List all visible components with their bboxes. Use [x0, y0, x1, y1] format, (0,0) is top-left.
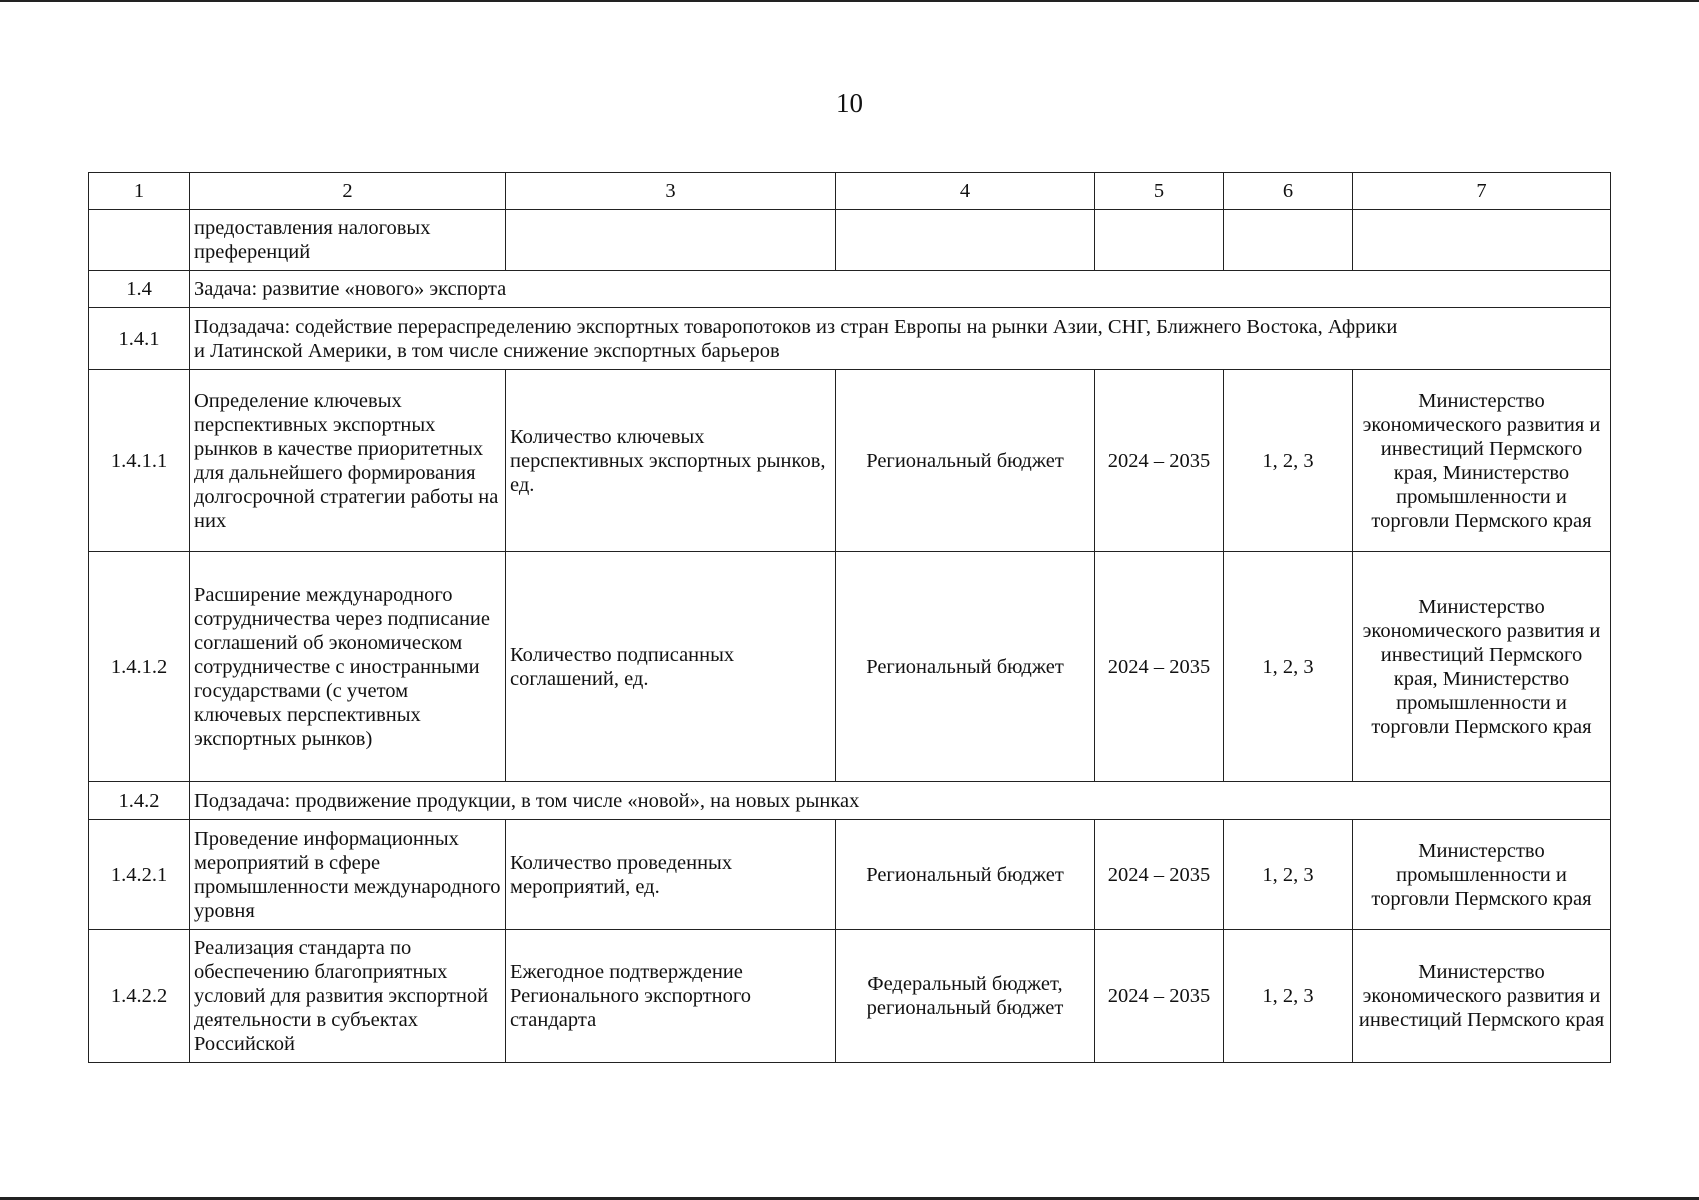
subtask-row: [89, 782, 1611, 820]
executor-cell: Министерство экономического развития и инвестиций Пермского края, Министерство промышленности и торговли Пермского края: [1353, 552, 1611, 782]
subtask-title: Подзадача: продвижение продукции, в том числе «новой», на новых рынках: [190, 782, 1611, 820]
indicator-cell: Ежегодное подтверждение Регионального экспортного стандарта: [506, 930, 836, 1063]
executor-cell: Министерство промышленности и торговли Пермского края: [1353, 820, 1611, 930]
measure-cell: Расширение международного сотрудничества через подписание соглашений об экономическом сотрудничестве с иностранными государствами (с учетом ключевых перспективных экспортных рынков): [190, 552, 506, 782]
measure-cell: Определение ключевых перспективных экспортных рынков в качестве приоритетных для дальнейшего формирования долгосрочной стратегии работы на них: [190, 370, 506, 552]
source-cell: Региональный бюджет: [836, 370, 1095, 552]
source-cell: Федеральный бюджет, региональный бюджет: [836, 930, 1095, 1063]
tasks-cell: 1, 2, 3: [1224, 552, 1353, 782]
scan-edge-top: [0, 0, 1699, 2]
measure-cell: Проведение информационных мероприятий в сфере промышленности международного уровня: [190, 820, 506, 930]
source-cell: Региональный бюджет: [836, 820, 1095, 930]
subtask-title: [190, 308, 1611, 370]
tasks-cell: 1, 2, 3: [1224, 930, 1353, 1063]
source-cell: Региональный бюджет: [836, 552, 1095, 782]
table-row: [89, 552, 1611, 782]
row-num-cell: 1.4: [89, 271, 190, 308]
period-cell: 2024 – 2035: [1095, 370, 1224, 552]
row-num-cell: 1.4.2.1: [89, 820, 190, 930]
task-title: Задача: развитие «нового» экспорта: [190, 271, 1611, 308]
tasks-cell: [1224, 210, 1353, 271]
row-num-cell: 1.4.1: [89, 308, 190, 370]
row-num-cell: 1.4.2.2: [89, 930, 190, 1063]
row-num-cell: 1.4.2: [89, 782, 190, 820]
header-col-4: 4: [836, 173, 1095, 210]
tasks-cell: 1, 2, 3: [1224, 820, 1353, 930]
table-row: [89, 370, 1611, 552]
row-num-cell: 1.4.1.2: [89, 552, 190, 782]
table-row: [89, 930, 1611, 1063]
indicator-cell: Количество ключевых перспективных экспортных рынков, ед.: [506, 370, 836, 552]
measure-cell: предоставления налоговых преференций: [190, 210, 506, 271]
period-cell: 2024 – 2035: [1095, 820, 1224, 930]
measure-cell: Реализация стандарта по обеспечению благоприятных условий для развития экспортной деятельности в субъектах Российской: [190, 930, 506, 1063]
measures-table: [88, 172, 1611, 1063]
task-row: [89, 271, 1611, 308]
indicator-cell: Количество проведенных мероприятий, ед.: [506, 820, 836, 930]
header-col-2: 2: [190, 173, 506, 210]
period-cell: [1095, 210, 1224, 271]
table-row: [89, 210, 1611, 271]
page-number: 10: [836, 88, 863, 118]
period-cell: 2024 – 2035: [1095, 552, 1224, 782]
executor-cell: Министерство экономического развития и инвестиций Пермского края: [1353, 930, 1611, 1063]
executor-cell: Министерство экономического развития и инвестиций Пермского края, Министерство промышленности и торговли Пермского края: [1353, 370, 1611, 552]
row-num-cell: [89, 210, 190, 271]
table-row: [89, 820, 1611, 930]
subtask-title-line-1: Подзадача: содействие перераспределению экспортных товаропотоков из стран Европы на рынки Азии, СНГ, Ближнего Востока, Африки: [194, 315, 1398, 338]
header-col-6: 6: [1224, 173, 1353, 210]
indicator-cell: [506, 210, 836, 271]
header-row: [89, 173, 1611, 210]
indicator-cell: Количество подписанных соглашений, ед.: [506, 552, 836, 782]
header-col-5: 5: [1095, 173, 1224, 210]
row-num-cell: 1.4.1.1: [89, 370, 190, 552]
source-cell: [836, 210, 1095, 271]
subtask-title-line-2: и Латинской Америки, в том числе снижение экспортных барьеров: [194, 339, 780, 362]
period-cell: 2024 – 2035: [1095, 930, 1224, 1063]
tasks-cell: 1, 2, 3: [1224, 370, 1353, 552]
header-col-7: 7: [1353, 173, 1611, 210]
subtask-row: [89, 308, 1611, 370]
header-col-1: 1: [89, 173, 190, 210]
executor-cell: [1353, 210, 1611, 271]
header-col-3: 3: [506, 173, 836, 210]
